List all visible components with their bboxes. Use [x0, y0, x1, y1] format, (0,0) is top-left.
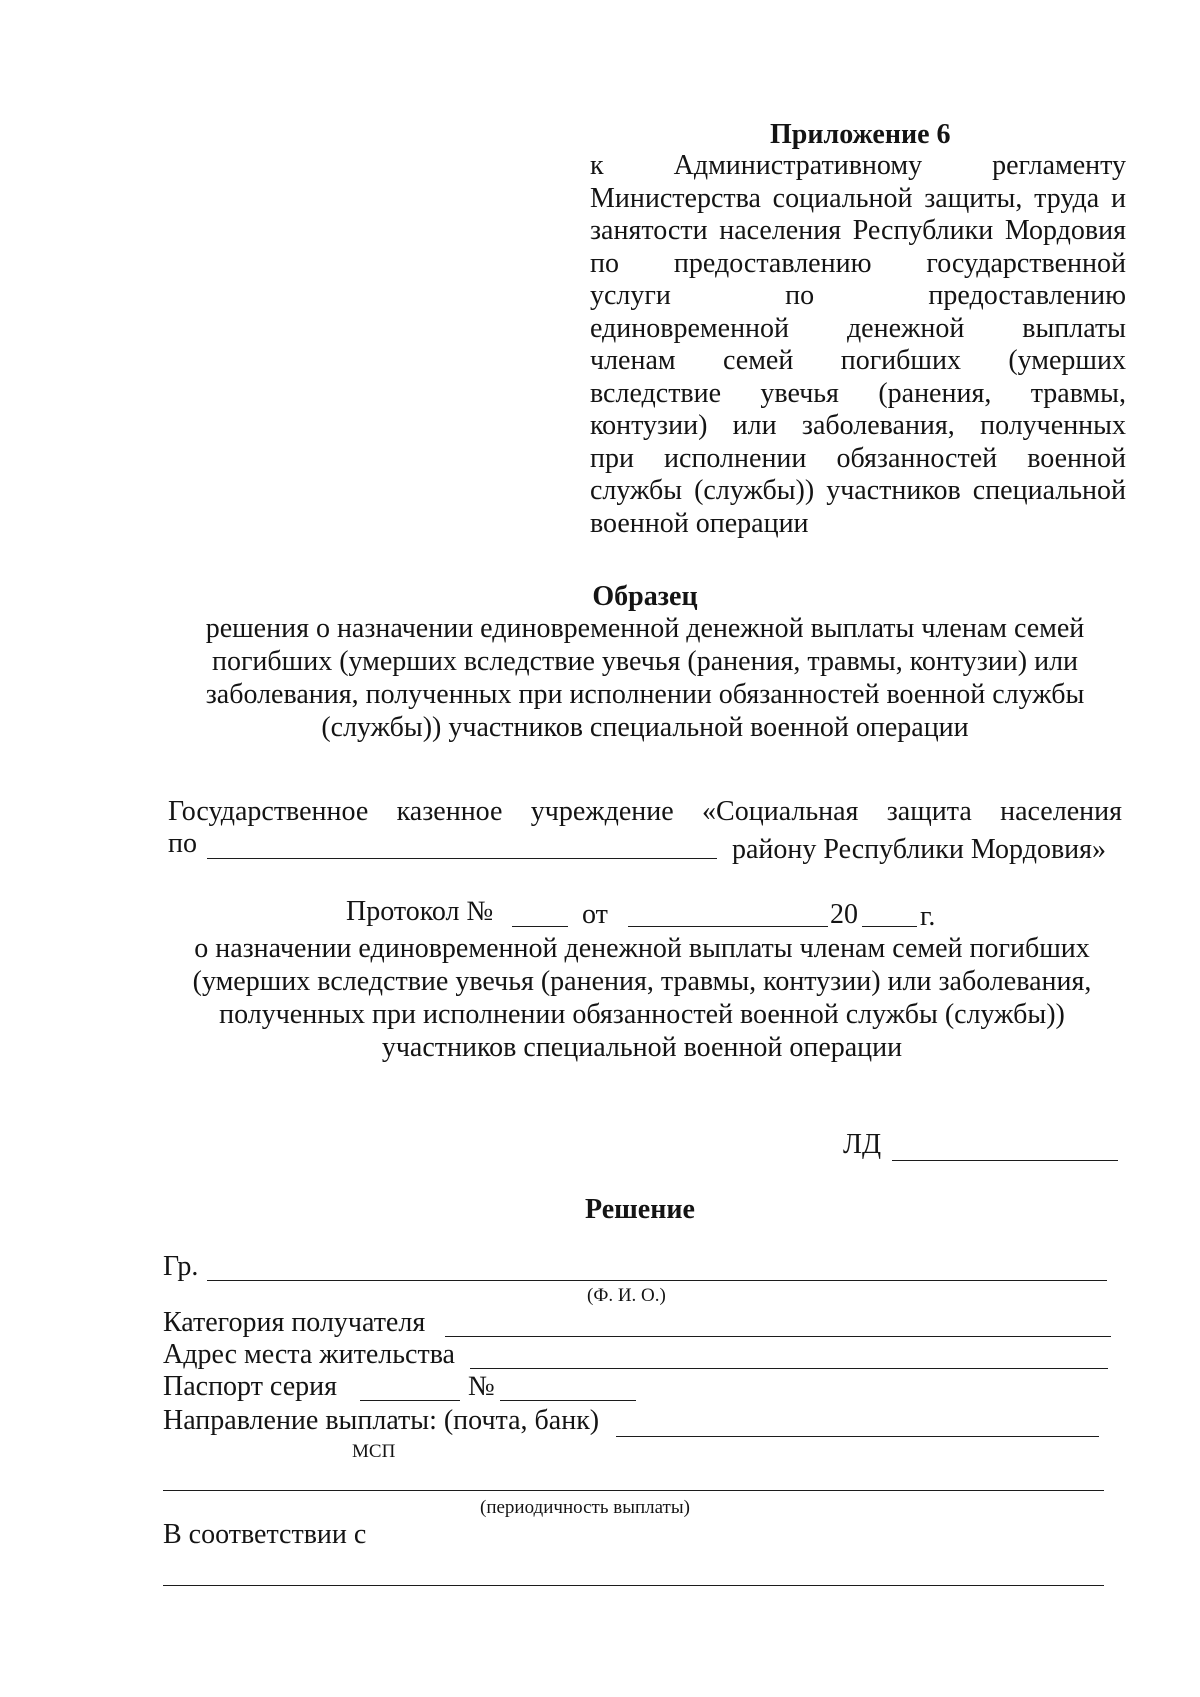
periodicity-caption: (периодичность выплаты) [480, 1497, 690, 1518]
annex-word: (умерших [1008, 345, 1126, 376]
annex-word: регламенту [992, 150, 1126, 181]
annex-word: полученных [980, 410, 1126, 441]
annex-line [590, 378, 1126, 411]
annex-word: к [590, 150, 604, 181]
periodicity-line [163, 1490, 1104, 1491]
sample-line: (службы)) участников специальной военной операции [321, 712, 969, 743]
annex-text [590, 150, 1126, 540]
protocol-year-blank [862, 926, 917, 927]
sample-line: заболевания, полученных при исполнении обязанностей военной службы [205, 679, 1085, 710]
protocol-year-suffix: г. [920, 901, 936, 932]
annex-word: заболевания, [801, 410, 955, 441]
annex-word: государственной [926, 247, 1126, 279]
citizen-name-line [207, 1280, 1107, 1281]
sample-title: Образец [592, 581, 698, 612]
accordance-label: В соответствии с [163, 1519, 367, 1550]
annex-word: или [732, 410, 777, 441]
annex-word: травмы, [1030, 377, 1126, 409]
institution-word: казенное [396, 796, 503, 827]
category-line [445, 1336, 1111, 1337]
direction-line [616, 1436, 1099, 1437]
msp-label: МСП [352, 1441, 396, 1462]
category-label: Категория получателя [163, 1307, 426, 1338]
annex-word: социальной [772, 182, 913, 214]
institution-line [168, 795, 1122, 828]
ld-label: ЛД [843, 1129, 882, 1160]
annex-word: денежной [846, 312, 965, 344]
annex-word: членам [590, 345, 676, 376]
passport-number-line [500, 1400, 636, 1401]
protocol-label: Протокол № [346, 896, 494, 927]
annex-word: (ранения, [878, 377, 992, 409]
annex-line [590, 443, 1126, 476]
accordance-line [163, 1585, 1104, 1586]
address-line [470, 1368, 1108, 1369]
annex-line [590, 215, 1126, 248]
annex-word: по [785, 280, 815, 311]
annex-word: предоставлению [928, 280, 1126, 311]
annex-line [590, 280, 1126, 313]
annex-word: вследствие [590, 377, 722, 409]
annex-word: предоставлению [673, 247, 872, 279]
annex-word: занятости [590, 215, 708, 246]
passport-label: Паспорт серия [163, 1371, 337, 1402]
annex-word: по [590, 247, 619, 279]
annex-word: Республики [852, 215, 994, 246]
protocol-number-blank [512, 926, 568, 927]
ld-blank-line [892, 1160, 1118, 1161]
decision-title: Решение [585, 1194, 695, 1225]
annex-word: службы [590, 475, 683, 506]
annex-word: выплаты [1022, 312, 1126, 344]
annex-word: участников [826, 475, 961, 506]
annex-word: труда [1034, 182, 1100, 214]
annex-line [590, 183, 1126, 216]
annex-word: защиты, [924, 182, 1023, 214]
institution-prefix: по [168, 828, 197, 859]
protocol-date-blank [628, 926, 828, 927]
institution-suffix: району Республики Мордовия» [732, 834, 1107, 865]
annex-word: Мордовия [1004, 215, 1126, 246]
annex-title: Приложение 6 [770, 119, 951, 150]
annex-word: единовременной [590, 312, 790, 344]
passport-series-line [360, 1400, 460, 1401]
citizen-label: Гр. [163, 1251, 199, 1282]
annex-line [590, 345, 1126, 378]
annex-word: исполнении [664, 442, 807, 474]
annex-word: Министерства [590, 182, 761, 214]
protocol-line: полученных при исполнении обязанностей военной службы (службы)) [219, 999, 1065, 1030]
annex-word: услуги [590, 280, 671, 311]
annex-word: специальной [972, 475, 1126, 506]
sample-line: решения о назначении единовременной денежной выплаты членам семей [205, 613, 1085, 644]
annex-word: увечья [760, 377, 839, 409]
annex-word: контузии) [590, 410, 708, 441]
protocol-year-prefix: 20 [830, 899, 858, 930]
annex-line [590, 150, 1126, 183]
institution-word: «Социальная [702, 796, 859, 827]
annex-word: и [1111, 182, 1126, 214]
annex-line [590, 475, 1126, 508]
passport-number-label: № [468, 1371, 495, 1402]
annex-line [590, 313, 1126, 346]
annex-word: при [590, 442, 634, 474]
protocol-line: (умерших вследствие увечья (ранения, травмы, контузии) или заболевания, [192, 966, 1092, 997]
annex-word: семей [723, 345, 794, 376]
annex-line [590, 410, 1126, 443]
annex-word: погибших [840, 345, 961, 376]
address-label: Адрес места жительства [163, 1339, 455, 1370]
annex-word: Административному [673, 150, 923, 181]
protocol-line: участников специальной военной операции [381, 1032, 903, 1063]
annex-word: обязанностей [836, 442, 998, 474]
institution-word: защита [886, 796, 972, 827]
annex-last-line: военной операции [590, 507, 809, 539]
annex-word: (службы)) [694, 475, 815, 506]
annex-word: населения [719, 215, 842, 246]
annex-word: военной [1027, 442, 1126, 474]
institution-word: Государственное [168, 796, 369, 827]
fio-caption: (Ф. И. О.) [587, 1285, 666, 1306]
district-blank-line [207, 858, 717, 859]
institution-word: учреждение [530, 796, 674, 827]
protocol-from: от [582, 899, 608, 930]
protocol-line: о назначении единовременной денежной выплаты членам семей погибших [194, 933, 1090, 964]
sample-line: погибших (умерших вследствие увечья (ранения, травмы, контузии) или [211, 646, 1079, 677]
direction-label: Направление выплаты: (почта, банк) [163, 1405, 600, 1436]
annex-line [590, 248, 1126, 281]
institution-word: населения [1000, 796, 1122, 827]
